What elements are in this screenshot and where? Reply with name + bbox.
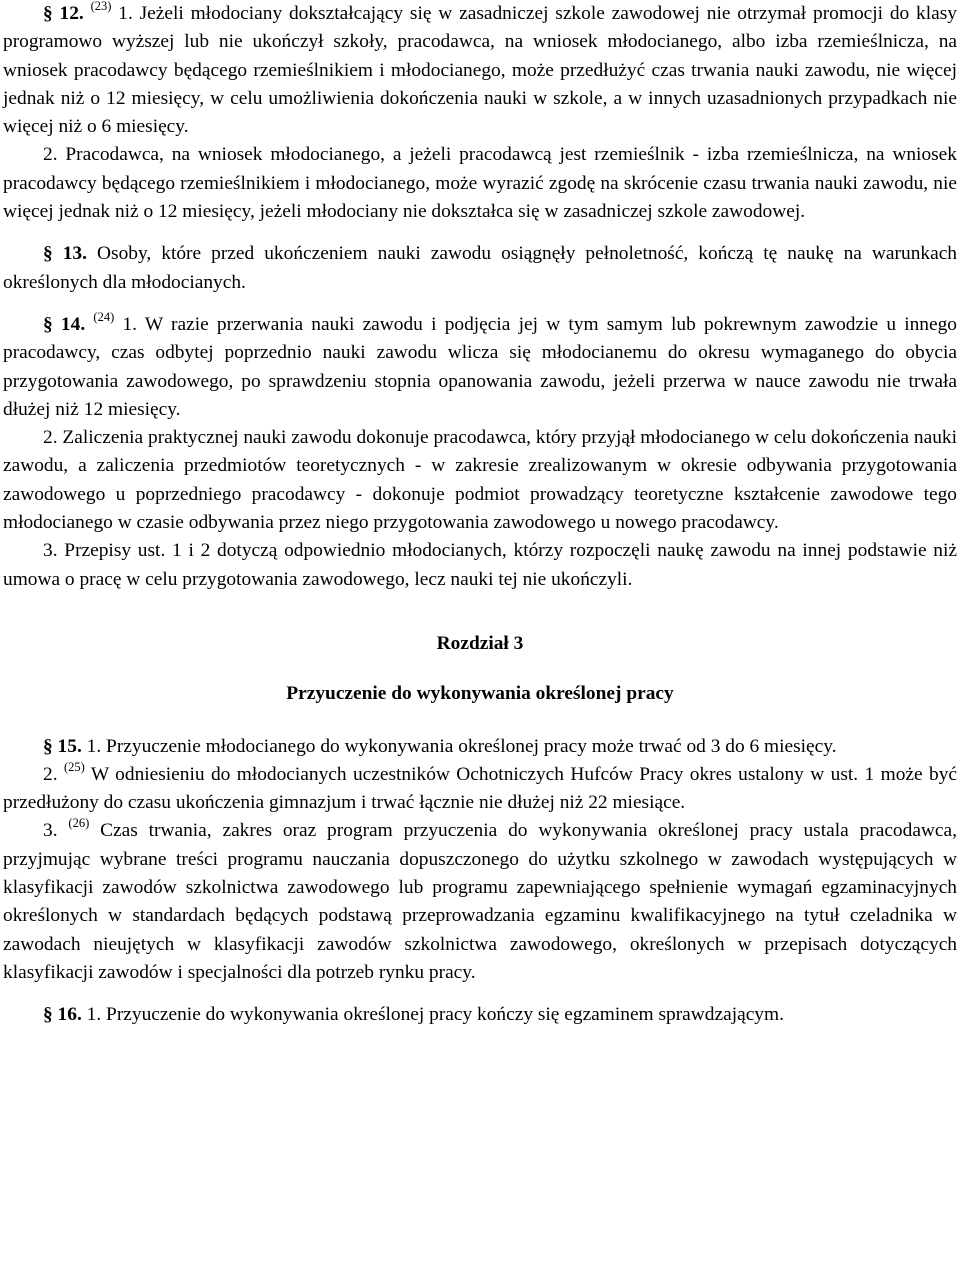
section-15-text-3: Czas trwania, zakres oraz program przyuczenia do wykonywania określonej pracy ustala pracodawca, przyjmując wybrane treści programu nauczania dopuszczonego do użytku szkolnego w zawodach występujących w klasyfikacji zawodów szkolnictwa zawodowego lub programu zapewniającego spełnienie wymagań egzaminacyjnych określonych w standardach będących podstawą przeprowadzania egzaminu kwalifikacyjnego na tytuł czeladnika w zawodach nieujętych w klasyfikacji zawodów szkolnictwa zawodowego, określonych w przepisach dotyczących klasyfikacji zawodów i specjalności dla potrzeb rynku pracy. [3,820,957,983]
section-15-paragraph-3: 3. $^{(26)}$ Czas trwania, zakres oraz program przyuczenia do wykonywania określonej pracy ustala pracodawca, przyjmując wybrane treści programu nauczania dopuszczonego do użytku szkolnego w zawodach występujących w klasyfikacji zawodów szkolnictwa zawodowego lub programu zapewniającego spełnienie wymagań egzaminacyjnych określonych w standardach będących podstawą przeprowadzania egzaminu kwalifikacyjnego na tytuł czeladnika w zawodach nieujętych w klasyfikacji zawodów szkolnictwa zawodowego, określonych w przepisach dotyczących klasyfikacji zawodów i specjalności dla potrzeb rynku pracy. [3,816,957,983]
section-16-paragraph-1 [3,1001,957,1029]
section-12-symbol: § 12. [43,3,84,24]
section-15-text-1: 1. Przyuczenie młodocianego do wykonywania określonej pracy może trwać od 3 do 6 miesięcy. [86,735,837,757]
section-15-paragraph-1 [3,733,957,761]
section-14-paragraph-3: 3. Przepisy ust. 1 i 2 dotyczą odpowiednio młodocianych, którzy rozpoczęli naukę zawodu na innej podstawie niż umowa o pracę w celu przygotowania zawodowego, lecz nauki tej nie ukończyli. [3,540,957,590]
section-12-paragraph-1 [3,0,957,141]
section-15-symbol: § 15. [43,735,82,757]
section-13-text: Osoby, które przed ukończeniem nauki zawodu osiągnęły pełnoletność, kończą tę naukę na warunkach określonych dla młodocianych. [3,243,957,293]
document-page [3,0,957,1030]
footnote-ref-24: (24) [93,309,115,324]
section-12-text-1: 1. Jeżeli młodociany dokształcający się w zasadniczej szkole zawodowej nie otrzymał promocji do klasy programowo wyższej lub nie ukończył szkoły, pracodawca, na wniosek młodocianego, albo izba rzemieślnicza, na wniosek pracodawcy będącego rzemieślnikiem i młodocianego, może przedłużyć czas trwania nauki zawodu, nie więcej jednak niż o 12 miesięcy, w celu umożliwienia dokończenia nauki w szkole, a w innych uzasadnionych przypadkach nie więcej niż o 6 miesięcy. [3,3,957,138]
section-14-paragraph-2: 2. Zaliczenia praktycznej nauki zawodu dokonuje pracodawca, który przyjął młodocianego w celu dokończenia nauki zawodu, a zaliczenia przedmiotów teoretycznych - w zakresie zrealizowanym w okresie odbywania przygotowania zawodowego u poprzedniego pracodawcy - dokonuje podmiot prowadzący teoretyczne kształcenie zawodowe tego młodocianego w czasie odbywania przez niego przygotowania zawodowego u nowego pracodawcy. [3,427,957,534]
section-12-paragraph-2: 2. Pracodawca, na wniosek młodocianego, a jeżeli pracodawcą jest rzemieślnik - izba rzemieślnicza, na wniosek pracodawcy będącego rzemieślnikiem i młodocianego, może wyrazić zgodę na skrócenie czasu trwania nauki zawodu, nie więcej jednak niż o 12 miesięcy, jeżeli młodociany nie dokształca się w zasadniczej szkole zawodowej. [3,144,957,223]
footnote-ref-23: (23) [90,0,112,13]
section-13-symbol: § 13. [43,243,87,265]
footnote-ref-26: (26) [68,816,90,831]
section-15-paragraph-2: 2. $^{(25)}$ W odniesieniu do młodocianych uczestników Ochotniczych Hufców Pracy okres ustalony w ust. 1 może być przedłużony do czasu ukończenia gimnazjum i trwać łącznie nie dłużej niż 22 miesiące. [3,759,958,814]
section-14-text-1: 1. W razie przerwania nauki zawodu i podjęcia jej w tym samym lub pokrewnym zawodzie u innego pracodawcy, czas odbytej poprzednio nauki zawodu wlicza się młodocianemu do okresu wymaganego do obycia przygotowania zawodowego, po sprawdzeniu stopnia opanowania zawodu, jeżeli przerwa w nauce zawodu nie trwała dłużej niż 12 miesięcy. [3,313,958,420]
section-14-symbol: § 14. [43,313,86,335]
section-13-paragraph [3,240,957,297]
footnote-ref-25: (25) [63,759,85,774]
section-16-symbol: § 16. [43,1004,82,1026]
chapter-title: Przyuczenie do wykonywania określonej pracy [286,683,674,705]
section-15-text-2: W odniesieniu do młodocianych uczestników Ochotniczych Hufców Pracy okres ustalony w ust. 1 może być przedłużony do czasu ukończenia gimnazjum i trwać łącznie nie dłużej niż 22 miesiące. [3,763,958,814]
section-14-paragraph-1 [3,311,957,424]
section-16-text-1: 1. Przyuczenie do wykonywania określonej pracy kończy się egzaminem sprawdzającym. [86,1004,784,1026]
chapter-label: Rozdział 3 [436,632,524,654]
